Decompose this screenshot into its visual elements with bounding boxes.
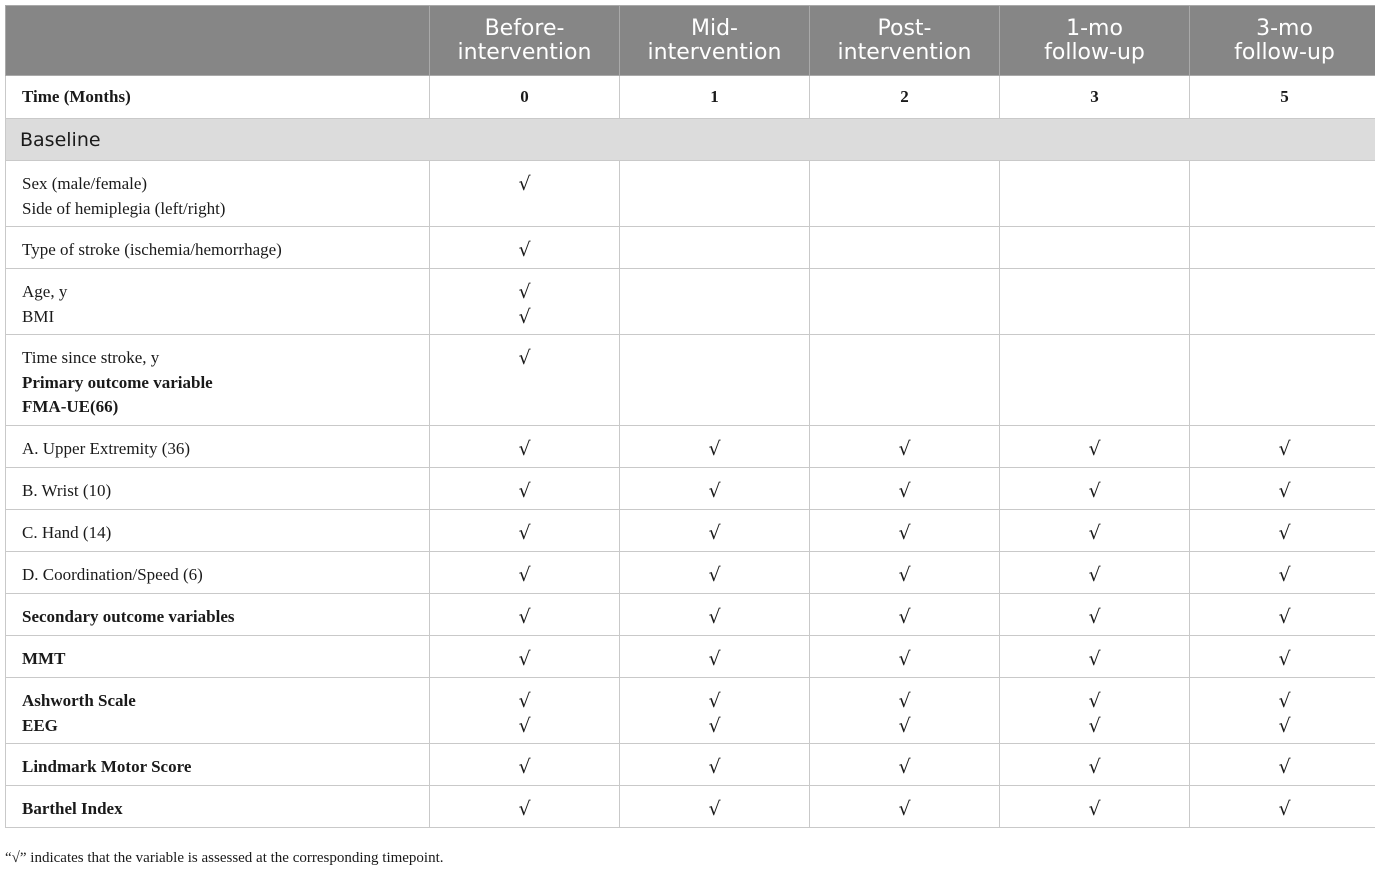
variable-label: Type of stroke (ischemia/hemorrhage): [22, 240, 282, 259]
timepoint-cell: [620, 636, 810, 678]
timepoint-cell: [430, 468, 620, 510]
timepoint-cell: [1000, 426, 1190, 468]
timepoint-cell: [430, 227, 620, 269]
timepoint-cell: [1000, 468, 1190, 510]
check-mark: √: [518, 564, 531, 586]
check-mark: √: [1088, 690, 1101, 712]
variable-label: MMT: [22, 649, 66, 668]
table-row: [6, 744, 1375, 786]
check-mark: √: [1088, 756, 1101, 778]
check-mark: √: [898, 798, 911, 820]
check-mark: √: [1088, 480, 1101, 502]
timepoint-cell: [430, 510, 620, 552]
check-mark: √: [518, 522, 531, 544]
timepoint-cell: [1000, 678, 1190, 744]
check-mark: √: [1278, 438, 1291, 460]
check-mark: √: [1088, 606, 1101, 628]
timepoint-cell: [1000, 161, 1190, 227]
check-mark: √: [1278, 564, 1291, 586]
check-mark: √: [898, 564, 911, 586]
check-mark: √: [1278, 480, 1291, 502]
check-mark: √: [518, 173, 531, 195]
timepoint-cell: [620, 468, 810, 510]
check-mark: √: [708, 522, 721, 544]
check-mark: √: [898, 522, 911, 544]
timepoint-cell: [810, 636, 1000, 678]
timepoint-cell: [1000, 335, 1190, 426]
timepoint-cell: [430, 744, 620, 786]
header-line: follow-up: [1044, 39, 1145, 65]
check-mark: √: [898, 648, 911, 670]
timepoint-cell: [620, 335, 810, 426]
header-line: 3-mo: [1256, 15, 1313, 41]
table-row: [6, 269, 1375, 335]
variable-label-cell: [6, 744, 430, 786]
timepoint-cell: [620, 269, 810, 335]
timepoint-cell: [620, 161, 810, 227]
timepoint-cell: [620, 510, 810, 552]
variable-label-cell: [6, 269, 430, 335]
variable-label: Side of hemiplegia (left/right): [22, 198, 226, 218]
timepoint-cell: [810, 678, 1000, 744]
time-value: 0: [430, 76, 620, 119]
variable-label: Lindmark Motor Score: [22, 757, 192, 776]
variable-label-cell: [6, 678, 430, 744]
section-row-baseline: [6, 119, 1375, 161]
timepoint-cell: [810, 552, 1000, 594]
timepoint-cell: [620, 552, 810, 594]
header-line: Before-: [484, 15, 565, 41]
check-mark: √: [518, 305, 531, 328]
timepoint-cell: [1190, 678, 1375, 744]
variable-label: C. Hand (14): [22, 523, 112, 542]
check-mark: √: [518, 480, 531, 502]
table-row: [6, 227, 1375, 269]
variable-label: Time since stroke, y: [22, 348, 160, 367]
timepoint-cell: [1000, 510, 1190, 552]
timepoint-cell: [430, 426, 620, 468]
table-row: [6, 161, 1375, 227]
header-line: follow-up: [1234, 39, 1335, 65]
table-row: [6, 678, 1375, 744]
check-mark: √: [708, 798, 721, 820]
table-row: [6, 552, 1375, 594]
timepoint-cell: [430, 786, 620, 828]
timepoint-cell: [1000, 786, 1190, 828]
variable-label-cell: [6, 594, 430, 636]
timepoint-cell: [1000, 552, 1190, 594]
header-3mo-follow-up: [1190, 6, 1375, 76]
timepoint-cell: [620, 227, 810, 269]
time-value: 3: [1000, 76, 1190, 119]
section-title: Baseline: [6, 119, 1375, 161]
check-mark: √: [1088, 564, 1101, 586]
variable-label-cell: [6, 227, 430, 269]
variable-label-cell: [6, 161, 430, 227]
timepoint-cell: [620, 594, 810, 636]
header-line: Mid-: [691, 15, 738, 41]
timepoint-cell: [430, 552, 620, 594]
check-mark: √: [518, 756, 531, 778]
check-mark: √: [518, 648, 531, 670]
check-mark: √: [1278, 648, 1291, 670]
variable-label: Age, y: [22, 282, 68, 301]
header-1mo-follow-up: [1000, 6, 1190, 76]
check-mark: √: [1088, 798, 1101, 820]
header-before-intervention: [430, 6, 620, 76]
check-mark: √: [1278, 522, 1291, 544]
timepoint-cell: [620, 678, 810, 744]
check-mark: √: [518, 798, 531, 820]
check-mark: √: [708, 438, 721, 460]
timepoint-cell: [620, 426, 810, 468]
timepoint-cell: [810, 426, 1000, 468]
header-line: Post-: [877, 15, 932, 41]
header-post-intervention: [810, 6, 1000, 76]
variable-label-cell: [6, 335, 430, 426]
timepoint-cell: [430, 161, 620, 227]
variable-label: EEG: [22, 715, 58, 735]
timepoint-cell: [1000, 744, 1190, 786]
table-row: [6, 468, 1375, 510]
table-row: [6, 594, 1375, 636]
check-mark: √: [518, 714, 531, 737]
header-line: 1-mo: [1066, 15, 1123, 41]
variable-label-cell: [6, 468, 430, 510]
header-line: intervention: [457, 39, 592, 65]
check-mark: √: [1278, 606, 1291, 628]
variable-label-cell: [6, 552, 430, 594]
timepoint-cell: [1190, 636, 1375, 678]
assessment-schedule-table: [5, 5, 1375, 828]
timepoint-cell: [1190, 786, 1375, 828]
table-row: [6, 510, 1375, 552]
check-mark: √: [1088, 438, 1101, 460]
timepoint-cell: [430, 269, 620, 335]
timepoint-cell: [810, 161, 1000, 227]
timepoint-cell: [620, 786, 810, 828]
check-mark: √: [1278, 714, 1291, 737]
variable-label: Barthel Index: [22, 799, 123, 818]
check-mark: √: [708, 714, 721, 737]
check-mark: √: [898, 480, 911, 502]
check-mark: √: [898, 690, 911, 712]
header-line: intervention: [647, 39, 782, 65]
check-mark: √: [898, 438, 911, 460]
check-mark: √: [708, 564, 721, 586]
variable-label: Primary outcome variable: [22, 372, 213, 392]
timepoint-cell: [1190, 510, 1375, 552]
timepoint-cell: [1000, 594, 1190, 636]
time-value: 2: [810, 76, 1000, 119]
variable-label: D. Coordination/Speed (6): [22, 565, 203, 584]
check-mark: √: [1278, 798, 1291, 820]
timepoint-cell: [810, 786, 1000, 828]
variable-label: BMI: [22, 306, 55, 326]
timepoint-cell: [430, 678, 620, 744]
check-mark: √: [1088, 648, 1101, 670]
check-mark: √: [1088, 522, 1101, 544]
header-mid-intervention: [620, 6, 810, 76]
check-mark: √: [518, 239, 531, 261]
timepoint-cell: [810, 335, 1000, 426]
variable-label-cell: [6, 426, 430, 468]
timepoint-cell: [1000, 227, 1190, 269]
timepoint-cell: [1190, 227, 1375, 269]
timepoint-cell: [1190, 269, 1375, 335]
timepoint-cell: [810, 227, 1000, 269]
table-row: [6, 786, 1375, 828]
check-mark: √: [518, 438, 531, 460]
table-row: [6, 636, 1375, 678]
time-months-label: Time (Months): [6, 76, 430, 119]
check-mark: √: [898, 756, 911, 778]
timepoint-cell: [1190, 552, 1375, 594]
check-mark: √: [1278, 756, 1291, 778]
check-mark: √: [518, 606, 531, 628]
variable-label: A. Upper Extremity (36): [22, 439, 191, 458]
timepoint-cell: [1190, 161, 1375, 227]
timepoint-cell: [1000, 269, 1190, 335]
timepoint-cell: [430, 335, 620, 426]
variable-label: Ashworth Scale: [22, 691, 136, 710]
table-row: [6, 335, 1375, 426]
variable-label: Sex (male/female): [22, 174, 148, 193]
timepoint-cell: [810, 468, 1000, 510]
check-mark: √: [1278, 690, 1291, 712]
variable-label-cell: [6, 636, 430, 678]
timepoint-cell: [620, 744, 810, 786]
timepoint-cell: [1190, 744, 1375, 786]
timepoint-cell: [1190, 594, 1375, 636]
time-value: 1: [620, 76, 810, 119]
check-mark: √: [1088, 714, 1101, 737]
table-row: [6, 426, 1375, 468]
time-months-row: [6, 76, 1375, 119]
check-mark: √: [518, 347, 531, 369]
timepoint-cell: [1000, 636, 1190, 678]
check-mark: √: [708, 690, 721, 712]
timepoint-cell: [430, 594, 620, 636]
check-mark: √: [518, 690, 531, 712]
timepoint-cell: [430, 636, 620, 678]
check-mark: √: [518, 281, 531, 303]
variable-label: FMA-UE(66): [22, 397, 119, 416]
timepoint-cell: [810, 594, 1000, 636]
variable-label-cell: [6, 786, 430, 828]
header-line: intervention: [837, 39, 972, 65]
check-mark: √: [898, 606, 911, 628]
check-mark: √: [898, 714, 911, 737]
timepoint-cell: [1190, 335, 1375, 426]
timepoint-cell: [1190, 426, 1375, 468]
time-value: 5: [1190, 76, 1375, 119]
check-mark: √: [708, 606, 721, 628]
check-mark: √: [708, 648, 721, 670]
header-cell-blank: [6, 6, 430, 76]
timepoint-cell: [810, 510, 1000, 552]
timepoint-cell: [810, 269, 1000, 335]
variable-label-cell: [6, 510, 430, 552]
table-footnote: “√” indicates that the variable is assessed at the corresponding timepoint.: [5, 850, 444, 866]
timepoint-cell: [810, 744, 1000, 786]
timepoint-cell: [1190, 468, 1375, 510]
check-mark: √: [708, 756, 721, 778]
variable-label: Secondary outcome variables: [22, 607, 235, 626]
variable-label: B. Wrist (10): [22, 481, 112, 500]
check-mark: √: [708, 480, 721, 502]
header-row: [6, 6, 1375, 76]
